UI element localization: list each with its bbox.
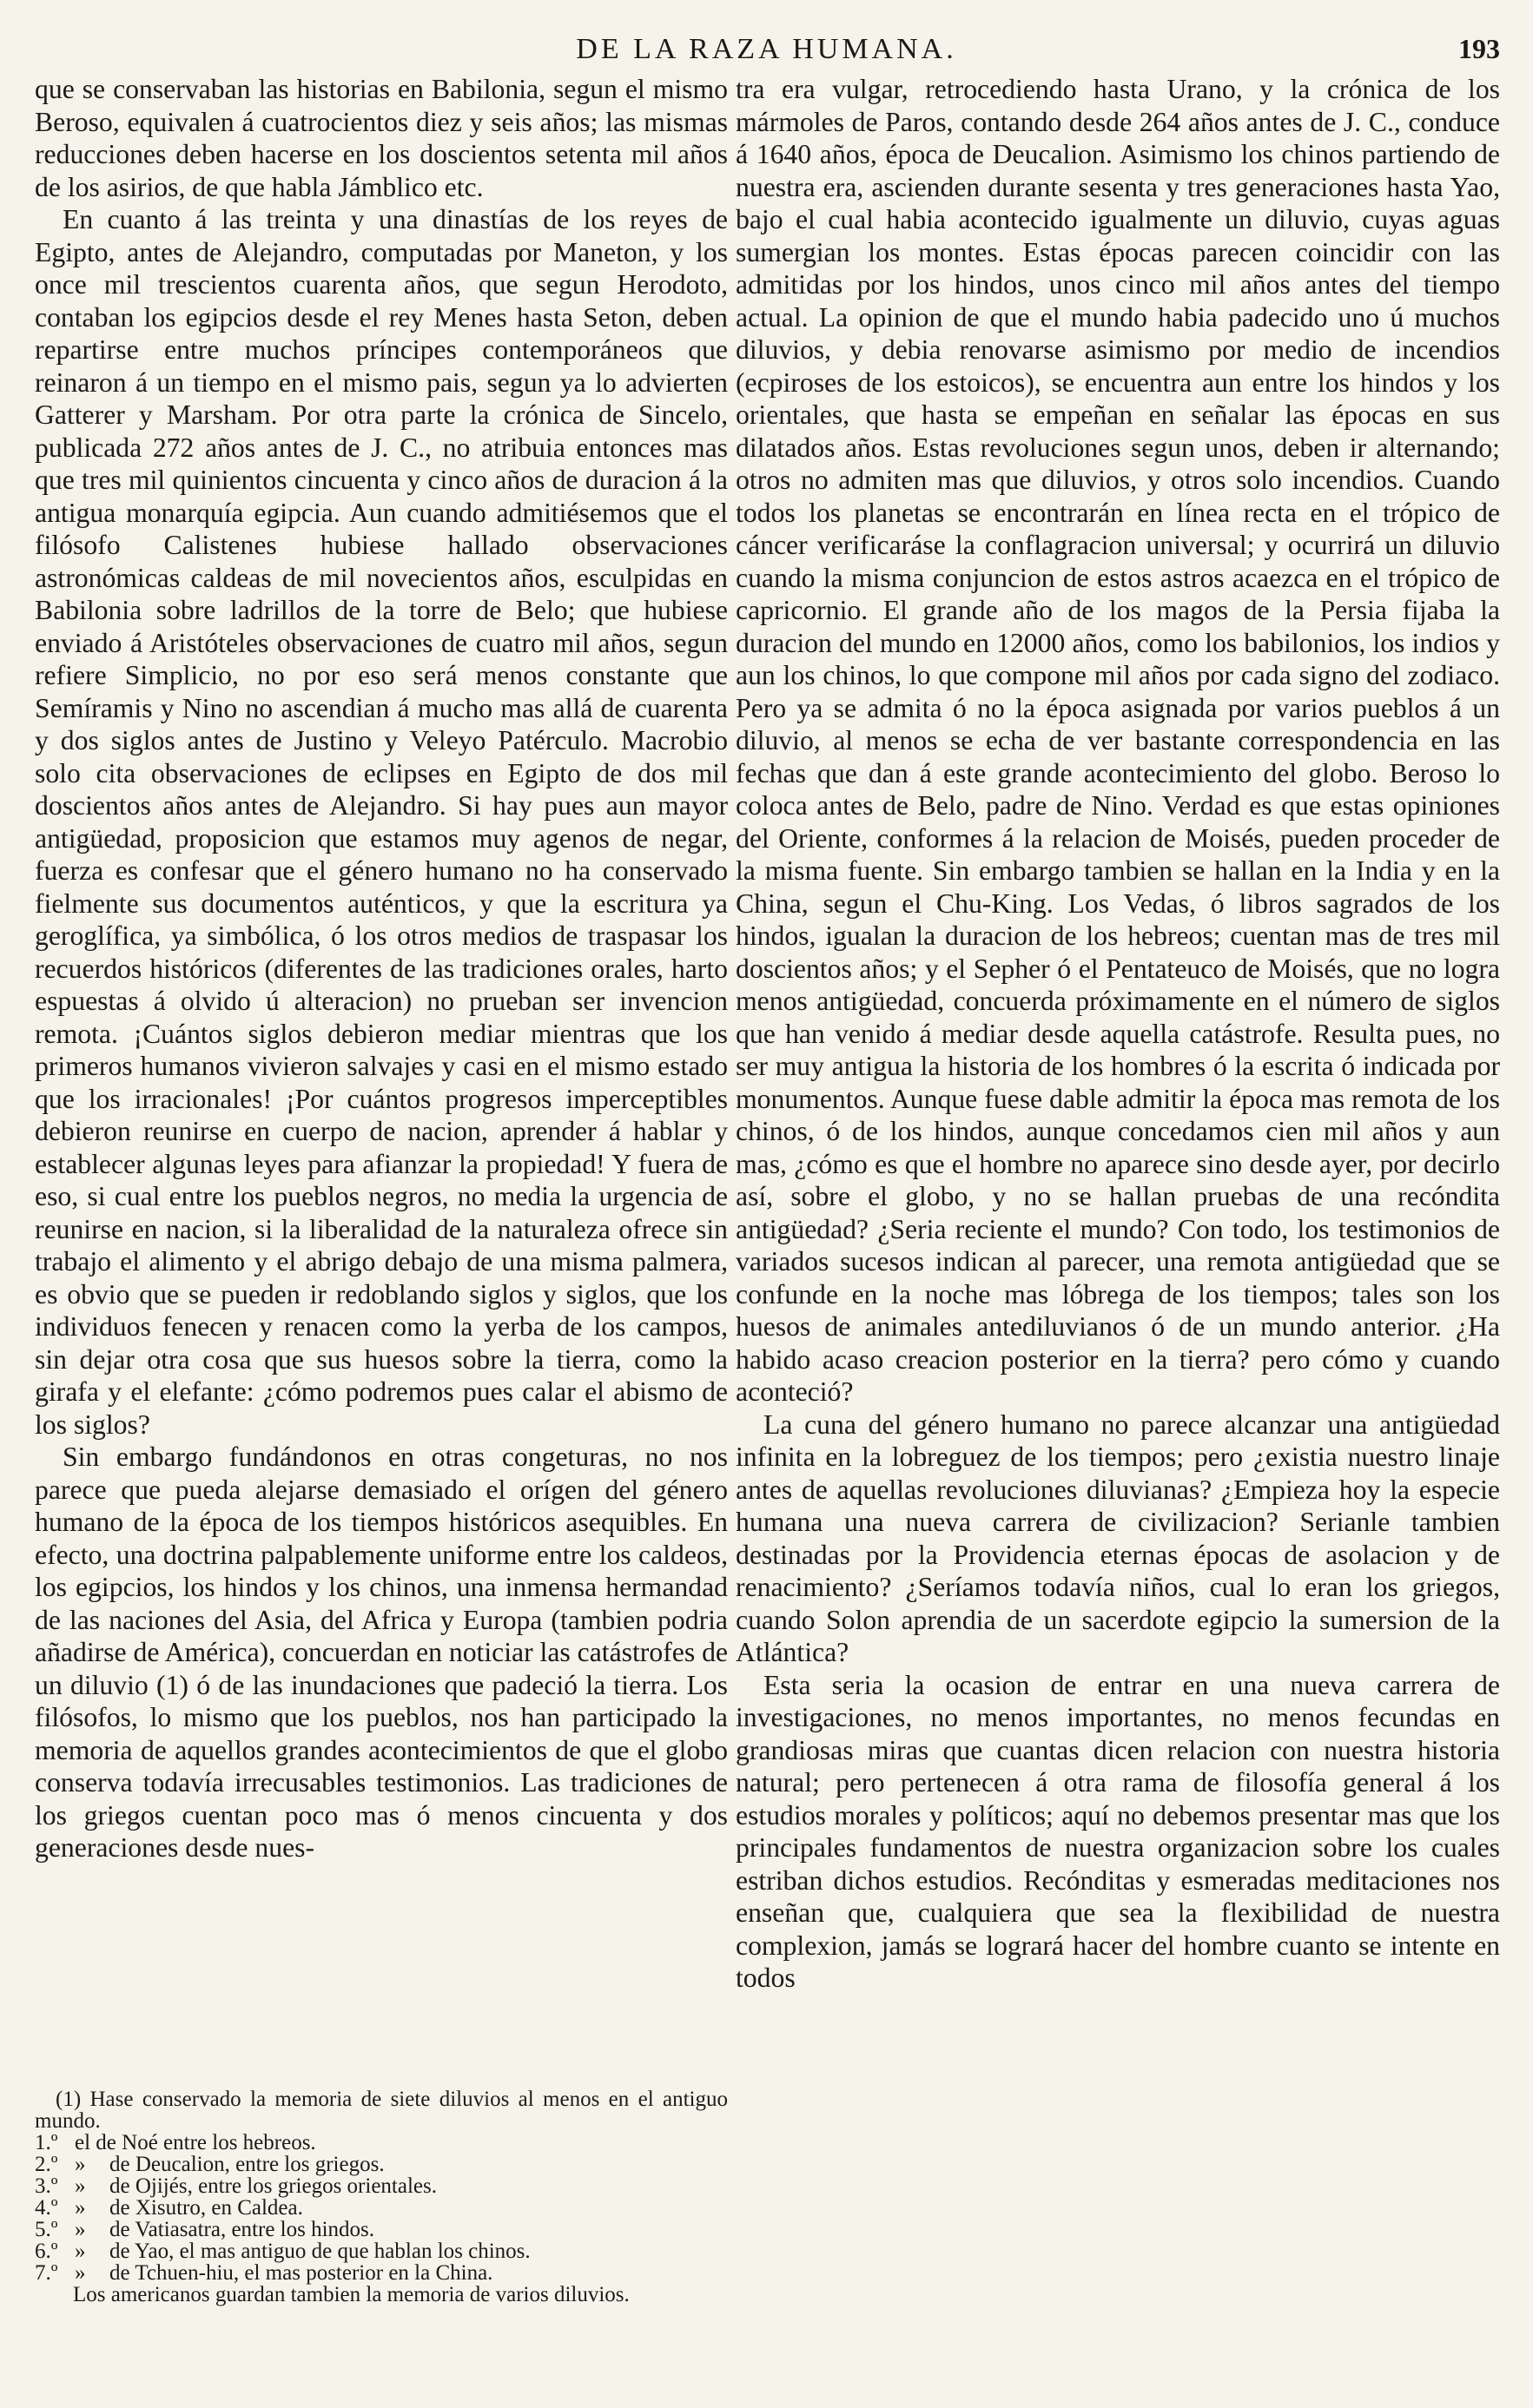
footnote-item-text: de Yao, el mas antiguo de que hablan los chinos. (109, 2240, 531, 2263)
footnote-item-number: 2.º (35, 2153, 58, 2176)
footnote-item-text: de Vatiasatra, entre los hindos. (109, 2218, 375, 2241)
paragraph: Sin embargo fundándonos en otras congeturas, no nos parece que pueda alejarse demasiado el orígen del género humano de la época de los tiempos históricos asequibles. En efecto, una doctrina palpablemente uniforme entre los caldeos, los egipcios, los hindos y los chinos, una inmensa hermandad de las naciones del Asia, del Africa y Europa (tambien podria añadirse de América), concuerdan en noticiar las catástrofes de un diluvio (1) ó de las inundaciones que padeció la tierra. Los filósofos, lo mismo que los pueblos, nos han participado la memoria de aquellos grandes acontecimientos de que el globo conserva todavía irrecusables testimonios. Las tradiciones de los griegos cuentan poco mas ó menos cincuenta y dos generaciones desde nues- (35, 1442, 728, 1863)
footnote-item-number: 1.º (35, 2131, 58, 2154)
ditto-mark: » (75, 2218, 86, 2241)
ditto-mark: » (75, 2240, 86, 2263)
paragraph: En cuanto á las treinta y una dinastías de los reyes de Egipto, antes de Alejandro, computadas por Maneton, y los once mil trescientos cuarenta años, que segun Herodoto, contaban los egipcios desde el rey Menes hasta Seton, deben repartirse entre muchos príncipes contemporáneos que reinaron á un tiempo en el mismo pais, segun ya lo advierten Gatterer y Marsham. Por otra parte la crónica de Sincelo, publicada 272 años antes de J. C., no atribuia entonces mas que tres mil quinientos cincuenta y cinco años de duracion á la antigua monarquía egipcia. Aun cuando admitiésemos que el filósofo Calistenes hubiese hallado observaciones astronómicas caldeas de mil novecientos años, esculpidas en Babilonia sobre ladrillos de la torre de Belo; que hubiese enviado á Aristóteles observaciones de cuatro mil años, segun refiere Simplicio, no por eso será menos constante que Semíramis y Nino no ascendian á mucho mas allá de cuarenta y dos siglos antes de Justino y Veleyo Patérculo. Macrobio solo cita observaciones de eclipses en Egipto de dos mil doscientos años antes de Alejandro. Si hay pues aun mayor antigüedad, proposicion que estamos muy agenos de negar, fuerza es confesar que el género humano no ha conservado fielmente sus documentos auténticos, y que la escritura ya geroglífica, ya simbólica, ó los otros medios de traspasar los recuerdos históricos (diferentes de las tradiciones orales, harto espuestas á olvido ú alteracion) no prueban ser invencion remota. ¡Cuántos siglos debieron mediar mientras que los primeros humanos vivieron salvajes y casi en el mismo estado que los irracionales! ¡Por cuántos progresos imperceptibles debieron reunirse en cuerpo de nacion, aprender á hablar y establecer algunas leyes para afianzar la propiedad! Y fuera de eso, si cual entre los pueblos negros, no media la urgencia de reunirse en nacion, si la liberalidad de la naturaleza ofrece sin trabajo el alimento y el abrigo debajo de una misma palmera, es obvio que se pueden ir redoblando siglos y siglos, que los individuos fenecen y renacen como la yerba de los campos, sin dejar otra cosa que sus huesos sobre la tierra, como la girafa y el elefante: ¿cómo podremos pues calar el abismo de los siglos? (35, 204, 728, 1440)
footnote-item (35, 2175, 728, 2197)
paragraph: La cuna del género humano no parece alcanzar una antigüedad infinita en la lobreguez de los tiempos; pero ¿existia nuestro linaje antes de aquellas revoluciones diluvianas? ¿Empieza hoy la especie humana una nueva carrera de civilizacion? Serianle tambien destinadas por la Providencia eternas épocas de asolacion y de renacimiento? ¿Seríamos todavía niños, cual lo eran los griegos, cuando Solon aprendia de un sacerdote egipcio la sumersion de la Atlántica? (736, 1409, 1500, 1667)
footnote-item-text: el de Noé entre los hebreos. (75, 2131, 316, 2154)
column-divider (717, 96, 718, 2353)
footnote-item (35, 2132, 728, 2154)
page-number: 193 (1458, 33, 1500, 64)
paragraph: Esta seria la ocasion de entrar en una nueva carrera de investigaciones, no menos importantes, no menos fecundas en grandiosas miras que cuantas dicen relacion con nuestra historia natural; pero pertenecen á otra rama de filosofía general á los estudios morales y políticos; aquí no debemos presentar mas que los principales fundamentos de nuestra organizacion sobre los cuales estriban dichos estudios. Recónditas y esmeradas meditaciones nos enseñan que, cualquiera que sea la flexibilidad de nuestra complexion, jamás se logrará hacer del hombre cuanto se intente en todos (736, 1669, 1500, 1993)
footnote-item-number: 5.º (35, 2218, 58, 2241)
footnote-item-text: de Xisutro, en Caldea. (109, 2196, 303, 2220)
footnote-item-text: de Tchuen-hiu, el mas posterior en la China. (109, 2261, 493, 2285)
paragraph: que se conservaban las historias en Babilonia, segun el mismo Beroso, equivalen á cuatrocientos diez y seis años; las mismas reducciones deben hacerse en los doscientos setenta mil años de los asirios, de que habla Jámblico etc. (35, 74, 728, 202)
ditto-mark: » (75, 2261, 86, 2285)
footnote-item-text: de Ojijés, entre los griegos orientales. (109, 2174, 437, 2198)
footnote-item-number: 6.º (35, 2240, 58, 2263)
ditto-mark: » (75, 2196, 86, 2220)
footnote (35, 2088, 728, 2306)
footnote-item-number: 7.º (35, 2261, 58, 2285)
running-head (0, 23, 1533, 75)
footnote-item (35, 2219, 728, 2240)
footnote-item-number: 3.º (35, 2174, 58, 2198)
footnote-item-text: de Deucalion, entre los griegos. (109, 2153, 385, 2176)
footnote-item (35, 2197, 728, 2219)
footnote-item-number: 4.º (35, 2196, 58, 2220)
paragraph: tra era vulgar, retrocediendo hasta Urano, y la crónica de los mármoles de Paros, contando desde 264 años antes de J. C., conduce á 1640 años, época de Deucalion. Asimismo los chinos partiendo de nuestra era, ascienden durante sesenta y tres generaciones hasta Yao, bajo el cual habia acontecido igualmente un diluvio, cuyas aguas sumergian los montes. Estas épocas parecen coincidir con las admitidas por los hindos, unos cinco mil años antes del tiempo actual. La opinion de que el mundo habia padecido uno ú muchos diluvios, y debia renovarse asimismo por medio de incendios (ecpiroses de los estoicos), se encuentra aun entre los hindos y los orientales, que hasta se empeñan en señalar las épocas en sus dilatados años. Estas revoluciones segun unos, deben ir alternando; otros no admiten mas que diluvios, y otros solo incendios. Cuando todos los planetas se encontrarán en línea recta en el trópico de cáncer verificaráse la conflagracion universal; y ocurrirá un diluvio cuando la misma conjuncion de estos astros acaezca en el trópico de capricornio. El grande año de los magos de la Persia fijaba la duracion del mundo en 12000 años, como los babilonios, los indios y aun los chinos, lo que compone mil años por cada signo del zodiaco. Pero ya se admita ó no la época asignada por varios pueblos á un diluvio, al menos se echa de ver bastante correspondencia en las fechas que dan á este grande acontecimiento del globo. Beroso lo coloca antes de Belo, padre de Nino. Verdad es que estas opiniones del Oriente, conformes á la relacion de Moisés, pueden proceder de la misma fuente. Sin embargo tambien se hallan en la India y en la China, segun el Chu-King. Los Vedas, ó libros sagrados de los hindos, igualan la duracion de los hebreos; cuentan mas de tres mil doscientos años; y el Sepher ó el Pentateuco de Moisés, que no logra menos antigüedad, concuerda próximamente en el número de siglos que han venido á mediar desde aquella catástrofe. Resulta pues, no ser muy antigua la historia de los hombres ó la escrita ó indicada por monumentos. Aunque fuese dable admitir la época mas remota de los chinos, ó de los hindos, aunque concedamos cien mil años y aun mas, ¿cómo es que el hombre no aparece sino desde ayer, por decirlo así, sobre el globo, y no se hallan pruebas de una recóndita antigüedad? ¿Seria reciente el mundo? Con todo, los testimonios de variados sucesos indican al parecer, una remota antigüedad que se confunde en la noche mas lóbrega de los tiempos; tales son los huesos de animales antediluvianos ó de un mundo anterior. ¿Ha habido acaso creacion posterior en la tierra? pero cómo y cuando aconteció? (736, 74, 1500, 1407)
ditto-mark: » (75, 2153, 86, 2176)
right-column (736, 73, 1500, 1995)
ditto-mark: » (75, 2174, 86, 2198)
left-column (35, 73, 728, 1864)
running-title: DE LA RAZA HUMANA. (576, 33, 957, 65)
footnote-outro: Los americanos guardan tambien la memoria de varios diluvios. (73, 2283, 630, 2306)
footnote-item (35, 2262, 728, 2284)
footnote-intro: (1) Hase conservado la memoria de siete diluvios al menos en el antiguo mundo. (35, 2088, 728, 2133)
footnote-item (35, 2240, 728, 2262)
footnote-item (35, 2154, 728, 2175)
